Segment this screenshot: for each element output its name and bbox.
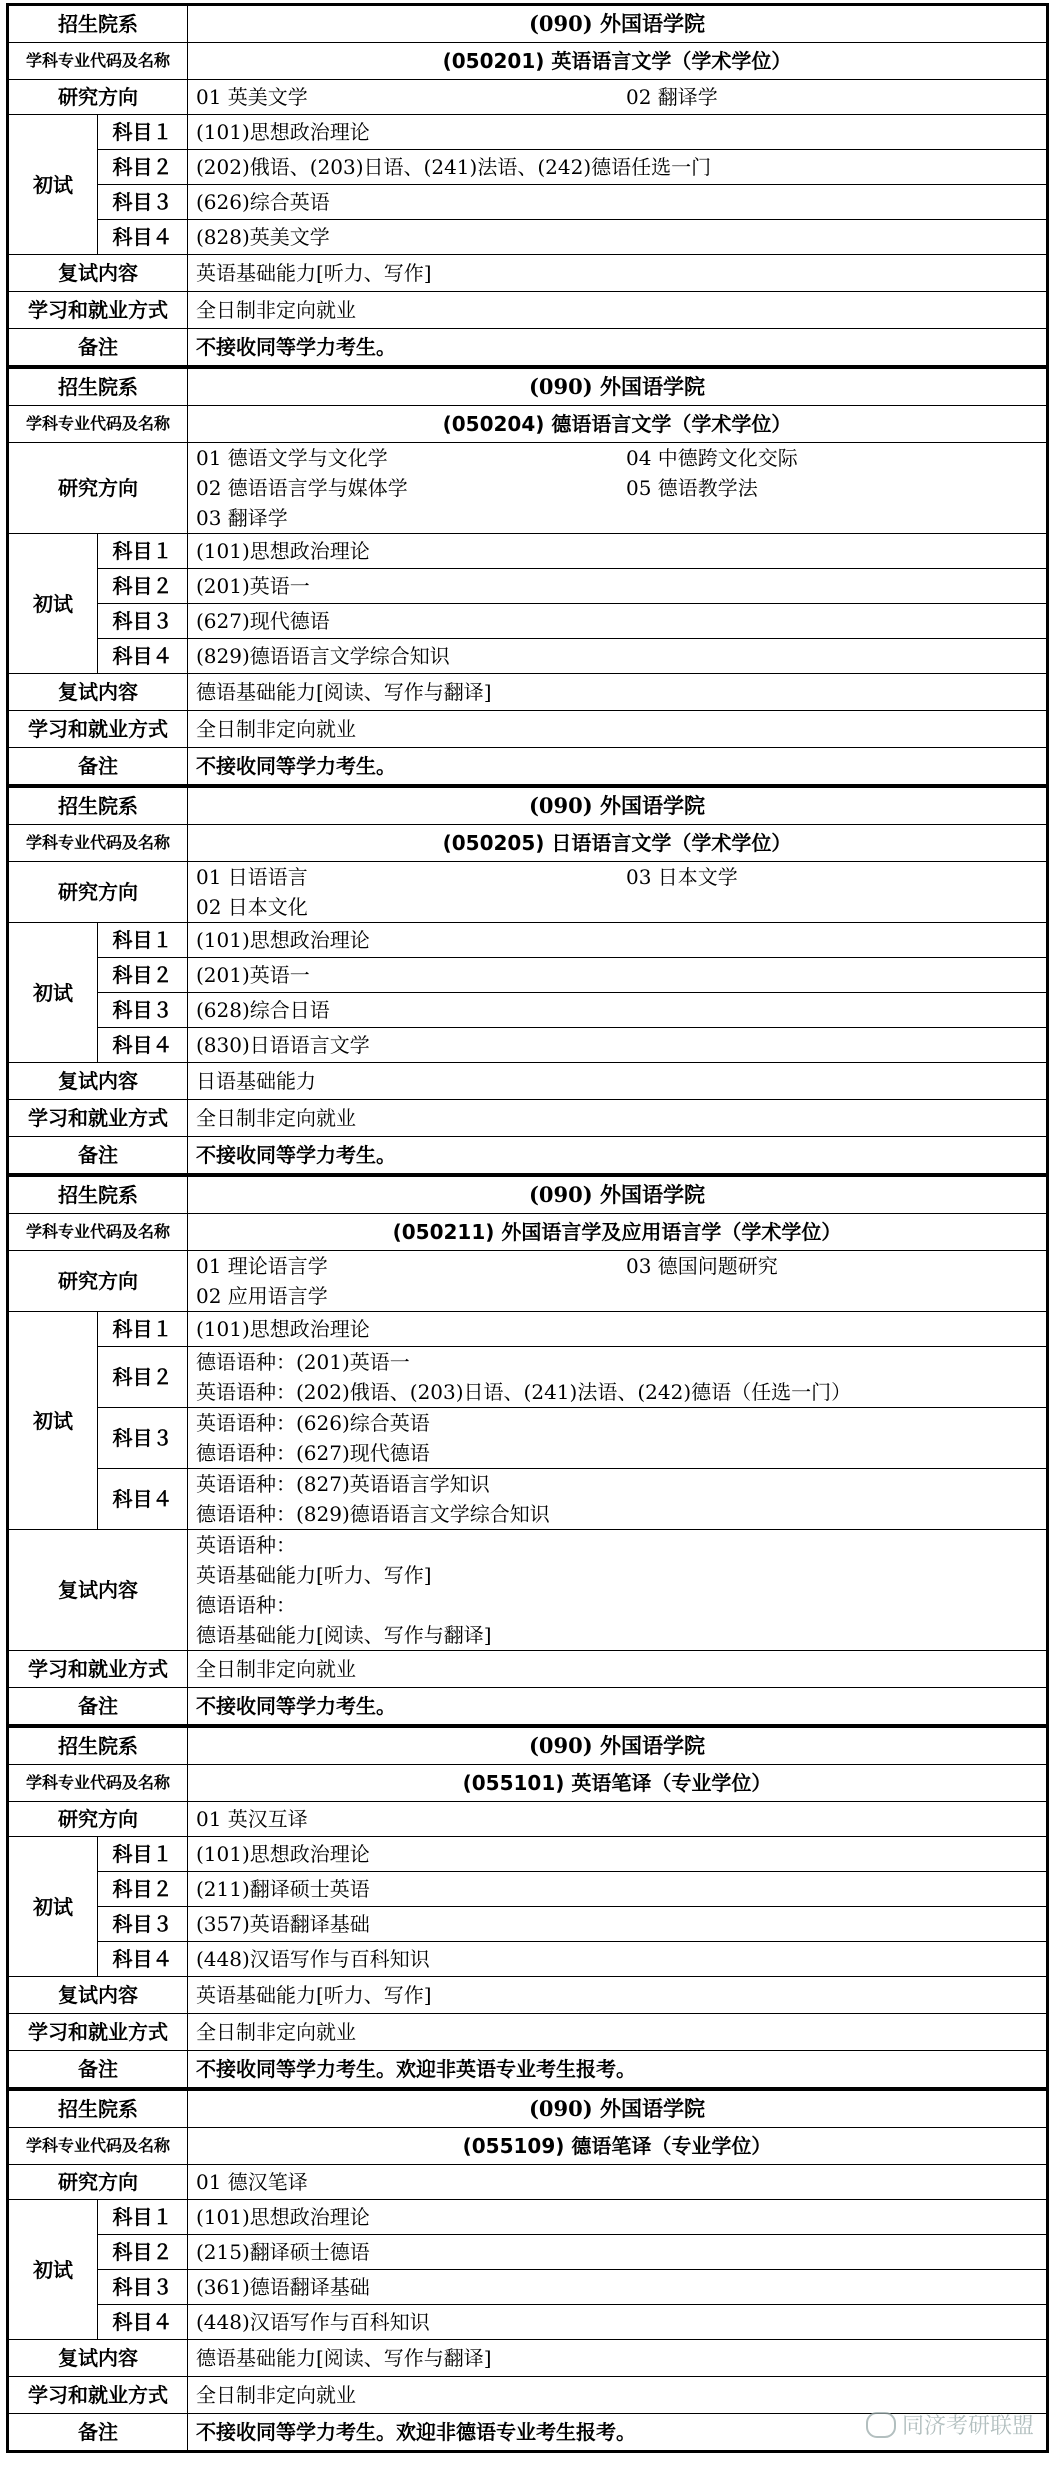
direction-item: 02 翻译学 bbox=[626, 85, 718, 109]
subject-label: 科目２ bbox=[98, 2235, 188, 2270]
subject-label: 科目３ bbox=[98, 604, 188, 639]
subject-value bbox=[188, 1942, 1048, 1977]
research-directions bbox=[188, 1802, 1048, 1837]
note-text: 不接收同等学力考生。 bbox=[188, 1137, 1048, 1175]
subject-label: 科目１ bbox=[98, 1837, 188, 1872]
direction-item: 02 日本文化 bbox=[196, 895, 308, 919]
major-label: 学科专业代码及名称 bbox=[8, 1214, 188, 1251]
subject-line: (101)思想政治理论 bbox=[196, 928, 370, 952]
subject-line: (828)英美文学 bbox=[196, 225, 330, 249]
subject-value bbox=[188, 534, 1048, 569]
direction-item: 03 日本文学 bbox=[626, 865, 738, 889]
subject-line: 德语语种：(829)德语语言文学综合知识 bbox=[196, 1502, 550, 1526]
retest-content bbox=[188, 2340, 1048, 2377]
major-name: (055109) 德语笔译（专业学位） bbox=[188, 2128, 1048, 2165]
subject-line: (101)思想政治理论 bbox=[196, 120, 370, 144]
note-text: 不接收同等学力考生。 bbox=[188, 1688, 1048, 1726]
program-block bbox=[6, 3, 1049, 368]
study-mode: 全日制非定向就业 bbox=[188, 2014, 1048, 2051]
note-text: 不接收同等学力考生。欢迎非德语专业考生报考。 bbox=[188, 2414, 1048, 2452]
initial-exam-label: 初试 bbox=[8, 115, 98, 255]
subject-label: 科目４ bbox=[98, 1469, 188, 1530]
subject-label: 科目１ bbox=[98, 1312, 188, 1347]
retest-line: 英语基础能力[听力、写作] bbox=[196, 1563, 432, 1587]
retest-label: 复试内容 bbox=[8, 2340, 188, 2377]
subject-value bbox=[188, 604, 1048, 639]
subject-value bbox=[188, 1907, 1048, 1942]
college-name: (090) 外国语学院 bbox=[188, 369, 1048, 406]
retest-label: 复试内容 bbox=[8, 255, 188, 292]
major-name: (050205) 日语语言文学（学术学位） bbox=[188, 825, 1048, 862]
subject-value bbox=[188, 2235, 1048, 2270]
subject-value bbox=[188, 923, 1048, 958]
initial-exam-label: 初试 bbox=[8, 1312, 98, 1530]
direction-label: 研究方向 bbox=[8, 1802, 188, 1837]
study-mode: 全日制非定向就业 bbox=[188, 2377, 1048, 2414]
direction-item: 01 德语文学与文化学 bbox=[196, 446, 388, 470]
direction-list bbox=[196, 443, 1038, 533]
retest-line: 德语基础能力[阅读、写作与翻译] bbox=[196, 2346, 492, 2370]
subject-label: 科目３ bbox=[98, 993, 188, 1028]
direction-label: 研究方向 bbox=[8, 862, 188, 923]
subject-value bbox=[188, 185, 1048, 220]
direction-label: 研究方向 bbox=[8, 2165, 188, 2200]
subject-value bbox=[188, 2270, 1048, 2305]
mode-label: 学习和就业方式 bbox=[8, 2014, 188, 2051]
subject-line: (626)综合英语 bbox=[196, 190, 330, 214]
direction-item: 01 日语语言 bbox=[196, 865, 308, 889]
subject-value bbox=[188, 1872, 1048, 1907]
direction-item: 04 中德跨文化交际 bbox=[626, 446, 798, 470]
subject-label: 科目３ bbox=[98, 1907, 188, 1942]
subject-line: (215)翻译硕士德语 bbox=[196, 2240, 370, 2264]
subject-label: 科目３ bbox=[98, 2270, 188, 2305]
subject-label: 科目２ bbox=[98, 1872, 188, 1907]
program-block bbox=[6, 1727, 1049, 2090]
retest-line: 英语基础能力[听力、写作] bbox=[196, 261, 432, 285]
note-label: 备注 bbox=[8, 329, 188, 367]
subject-label: 科目１ bbox=[98, 2200, 188, 2235]
subject-label: 科目４ bbox=[98, 220, 188, 255]
retest-line: 英语基础能力[听力、写作] bbox=[196, 1983, 432, 2007]
admission-catalog bbox=[6, 3, 1046, 2453]
subject-line: (357)英语翻译基础 bbox=[196, 1912, 370, 1936]
study-mode: 全日制非定向就业 bbox=[188, 1651, 1048, 1688]
direction-item: 01 德汉笔译 bbox=[196, 2170, 308, 2194]
subject-line: (211)翻译硕士英语 bbox=[196, 1877, 370, 1901]
study-mode: 全日制非定向就业 bbox=[188, 292, 1048, 329]
subject-value bbox=[188, 1408, 1048, 1469]
subject-value bbox=[188, 1312, 1048, 1347]
subject-label: 科目２ bbox=[98, 1347, 188, 1408]
direction-label: 研究方向 bbox=[8, 80, 188, 115]
retest-label: 复试内容 bbox=[8, 1530, 188, 1651]
subject-line: (201)英语一 bbox=[196, 574, 310, 598]
major-name: (050211) 外国语言学及应用语言学（学术学位） bbox=[188, 1214, 1048, 1251]
subject-line: 英语语种：(202)俄语、(203)日语、(241)法语、(242)德语（任选一门） bbox=[196, 1380, 852, 1404]
retest-line: 德语基础能力[阅读、写作与翻译] bbox=[196, 680, 492, 704]
note-text: 不接收同等学力考生。 bbox=[188, 748, 1048, 786]
subject-line: 英语语种：(827)英语语言学知识 bbox=[196, 1472, 490, 1496]
subject-label: 科目４ bbox=[98, 1942, 188, 1977]
retest-content bbox=[188, 1063, 1048, 1100]
retest-line: 德语语种： bbox=[196, 1593, 296, 1617]
note-text: 不接收同等学力考生。欢迎非英语专业考生报考。 bbox=[188, 2051, 1048, 2089]
research-directions bbox=[188, 2165, 1048, 2200]
subject-line: (101)思想政治理论 bbox=[196, 2205, 370, 2229]
initial-exam-label: 初试 bbox=[8, 534, 98, 674]
subject-label: 科目４ bbox=[98, 1028, 188, 1063]
subject-line: 德语语种：(201)英语一 bbox=[196, 1350, 410, 1374]
subject-line: (202)俄语、(203)日语、(241)法语、(242)德语任选一门 bbox=[196, 155, 712, 179]
college-name: (090) 外国语学院 bbox=[188, 788, 1048, 825]
direction-list bbox=[196, 1804, 1038, 1834]
direction-item: 02 应用语言学 bbox=[196, 1284, 328, 1308]
initial-exam-label: 初试 bbox=[8, 1837, 98, 1977]
direction-item: 03 翻译学 bbox=[196, 506, 288, 530]
direction-item: 03 德国问题研究 bbox=[626, 1254, 778, 1278]
study-mode: 全日制非定向就业 bbox=[188, 1100, 1048, 1137]
subject-line: (361)德语翻译基础 bbox=[196, 2275, 370, 2299]
subject-line: (101)思想政治理论 bbox=[196, 1842, 370, 1866]
direction-label: 研究方向 bbox=[8, 1251, 188, 1312]
retest-line: 英语语种： bbox=[196, 1533, 296, 1557]
subject-value bbox=[188, 2305, 1048, 2340]
college-label: 招生院系 bbox=[8, 369, 188, 406]
retest-label: 复试内容 bbox=[8, 674, 188, 711]
subject-line: (101)思想政治理论 bbox=[196, 1317, 370, 1341]
subject-line: (448)汉语写作与百科知识 bbox=[196, 1947, 430, 1971]
retest-content bbox=[188, 1530, 1048, 1651]
study-mode: 全日制非定向就业 bbox=[188, 711, 1048, 748]
college-label: 招生院系 bbox=[8, 2091, 188, 2128]
note-label: 备注 bbox=[8, 1688, 188, 1726]
subject-value bbox=[188, 958, 1048, 993]
major-label: 学科专业代码及名称 bbox=[8, 2128, 188, 2165]
subject-label: 科目３ bbox=[98, 185, 188, 220]
college-name: (090) 外国语学院 bbox=[188, 2091, 1048, 2128]
initial-exam-label: 初试 bbox=[8, 2200, 98, 2340]
mode-label: 学习和就业方式 bbox=[8, 1100, 188, 1137]
retest-content bbox=[188, 1977, 1048, 2014]
retest-label: 复试内容 bbox=[8, 1063, 188, 1100]
note-label: 备注 bbox=[8, 748, 188, 786]
direction-label: 研究方向 bbox=[8, 443, 188, 534]
research-directions bbox=[188, 443, 1048, 534]
retest-line: 日语基础能力 bbox=[196, 1069, 316, 1093]
subject-value bbox=[188, 1837, 1048, 1872]
college-label: 招生院系 bbox=[8, 788, 188, 825]
major-name: (050204) 德语语言文学（学术学位） bbox=[188, 406, 1048, 443]
subject-value bbox=[188, 1469, 1048, 1530]
direction-item: 02 德语语言学与媒体学 bbox=[196, 476, 408, 500]
subject-line: (201)英语一 bbox=[196, 963, 310, 987]
subject-label: 科目２ bbox=[98, 150, 188, 185]
major-label: 学科专业代码及名称 bbox=[8, 43, 188, 80]
direction-list bbox=[196, 862, 1038, 922]
note-label: 备注 bbox=[8, 1137, 188, 1175]
program-block bbox=[6, 368, 1049, 787]
subject-value bbox=[188, 1347, 1048, 1408]
retest-content bbox=[188, 674, 1048, 711]
college-name: (090) 外国语学院 bbox=[188, 1728, 1048, 1765]
direction-item: 01 理论语言学 bbox=[196, 1254, 328, 1278]
program-block bbox=[6, 787, 1049, 1176]
subject-label: 科目２ bbox=[98, 958, 188, 993]
research-directions bbox=[188, 1251, 1048, 1312]
subject-label: 科目３ bbox=[98, 1408, 188, 1469]
subject-label: 科目１ bbox=[98, 115, 188, 150]
subject-value bbox=[188, 639, 1048, 674]
direction-list bbox=[196, 1251, 1038, 1311]
subject-label: 科目４ bbox=[98, 639, 188, 674]
note-text: 不接收同等学力考生。 bbox=[188, 329, 1048, 367]
subject-line: (101)思想政治理论 bbox=[196, 539, 370, 563]
subject-label: 科目２ bbox=[98, 569, 188, 604]
college-name: (090) 外国语学院 bbox=[188, 1177, 1048, 1214]
watermark bbox=[866, 2409, 1034, 2440]
wechat-icon bbox=[866, 2412, 896, 2438]
subject-label: 科目１ bbox=[98, 534, 188, 569]
college-label: 招生院系 bbox=[8, 5, 188, 43]
research-directions bbox=[188, 80, 1048, 115]
subject-label: 科目４ bbox=[98, 2305, 188, 2340]
direction-list bbox=[196, 2167, 1038, 2197]
mode-label: 学习和就业方式 bbox=[8, 1651, 188, 1688]
program-block bbox=[6, 1176, 1049, 1727]
research-directions bbox=[188, 862, 1048, 923]
subject-value bbox=[188, 220, 1048, 255]
mode-label: 学习和就业方式 bbox=[8, 711, 188, 748]
mode-label: 学习和就业方式 bbox=[8, 292, 188, 329]
college-label: 招生院系 bbox=[8, 1177, 188, 1214]
subject-value bbox=[188, 993, 1048, 1028]
initial-exam-label: 初试 bbox=[8, 923, 98, 1063]
direction-item: 01 英美文学 bbox=[196, 85, 308, 109]
retest-content bbox=[188, 255, 1048, 292]
subject-label: 科目１ bbox=[98, 923, 188, 958]
major-label: 学科专业代码及名称 bbox=[8, 406, 188, 443]
mode-label: 学习和就业方式 bbox=[8, 2377, 188, 2414]
subject-line: 英语语种：(626)综合英语 bbox=[196, 1411, 430, 1435]
direction-list bbox=[196, 82, 1038, 112]
subject-line: (830)日语语言文学 bbox=[196, 1033, 370, 1057]
subject-line: 德语语种：(627)现代德语 bbox=[196, 1441, 430, 1465]
major-name: (055101) 英语笔译（专业学位） bbox=[188, 1765, 1048, 1802]
major-name: (050201) 英语语言文学（学术学位） bbox=[188, 43, 1048, 80]
subject-value bbox=[188, 150, 1048, 185]
note-label: 备注 bbox=[8, 2051, 188, 2089]
major-label: 学科专业代码及名称 bbox=[8, 1765, 188, 1802]
subject-line: (448)汉语写作与百科知识 bbox=[196, 2310, 430, 2334]
major-label: 学科专业代码及名称 bbox=[8, 825, 188, 862]
direction-item: 01 英汉互译 bbox=[196, 1807, 308, 1831]
subject-line: (829)德语语言文学综合知识 bbox=[196, 644, 450, 668]
college-name: (090) 外国语学院 bbox=[188, 5, 1048, 43]
college-label: 招生院系 bbox=[8, 1728, 188, 1765]
retest-label: 复试内容 bbox=[8, 1977, 188, 2014]
subject-line: (627)现代德语 bbox=[196, 609, 330, 633]
program-block bbox=[6, 2090, 1049, 2453]
note-label: 备注 bbox=[8, 2414, 188, 2452]
subject-value bbox=[188, 2200, 1048, 2235]
watermark-text: 同济考研联盟 bbox=[901, 2414, 1034, 2439]
subject-value bbox=[188, 1028, 1048, 1063]
subject-line: (628)综合日语 bbox=[196, 998, 330, 1022]
subject-value bbox=[188, 569, 1048, 604]
subject-value bbox=[188, 115, 1048, 150]
retest-line: 德语基础能力[阅读、写作与翻译] bbox=[196, 1623, 492, 1647]
direction-item: 05 德语教学法 bbox=[626, 476, 758, 500]
